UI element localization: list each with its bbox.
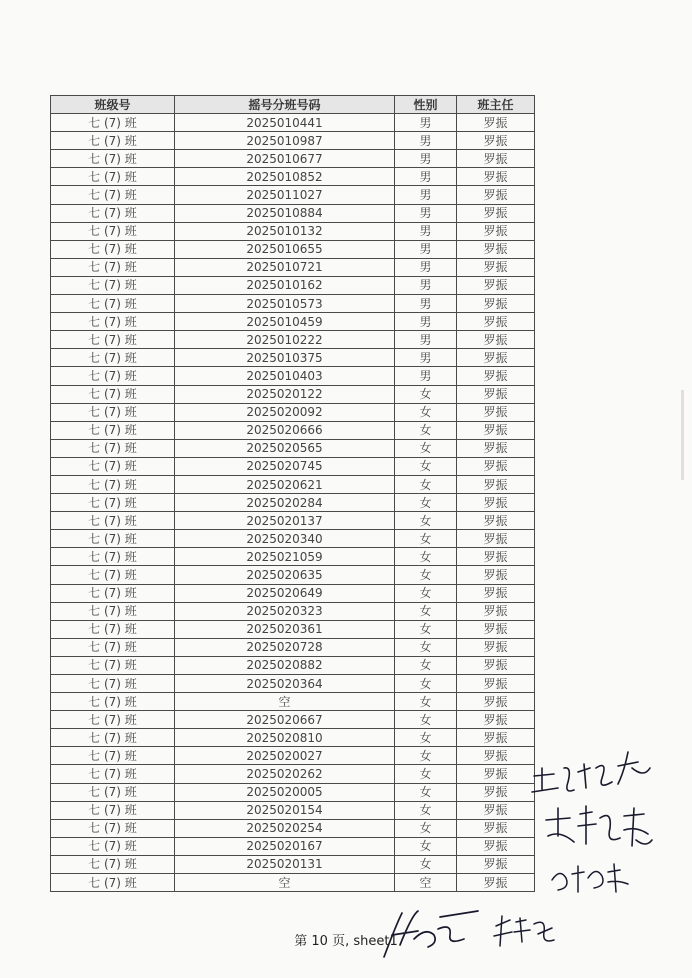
cell-class-number: 七 (7) 班 [51, 331, 175, 349]
cell-gender: 女 [395, 837, 457, 855]
cell-class-number: 七 (7) 班 [51, 620, 175, 638]
table-row [51, 258, 535, 276]
cell-head-teacher: 罗振 [457, 584, 535, 602]
cell-lottery-number: 2025020137 [175, 512, 395, 530]
cell-lottery-number: 2025021059 [175, 548, 395, 566]
cell-head-teacher: 罗振 [457, 494, 535, 512]
table-row [51, 638, 535, 656]
cell-head-teacher: 罗振 [457, 114, 535, 132]
cell-lottery-number: 空 [175, 874, 395, 892]
cell-class-number: 七 (7) 班 [51, 258, 175, 276]
cell-class-number: 七 (7) 班 [51, 530, 175, 548]
cell-head-teacher: 罗振 [457, 222, 535, 240]
cell-lottery-number: 2025020154 [175, 801, 395, 819]
cell-class-number: 七 (7) 班 [51, 638, 175, 656]
cell-class-number: 七 (7) 班 [51, 729, 175, 747]
cell-class-number: 七 (7) 班 [51, 584, 175, 602]
cell-gender: 女 [395, 783, 457, 801]
cell-head-teacher: 罗振 [457, 240, 535, 258]
table-row [51, 874, 535, 892]
cell-lottery-number: 2025020284 [175, 494, 395, 512]
cell-head-teacher: 罗振 [457, 313, 535, 331]
cell-lottery-number: 2025010222 [175, 331, 395, 349]
cell-lottery-number: 2025020340 [175, 530, 395, 548]
cell-gender: 男 [395, 132, 457, 150]
cell-class-number: 七 (7) 班 [51, 711, 175, 729]
cell-lottery-number: 2025020882 [175, 656, 395, 674]
cell-class-number: 七 (7) 班 [51, 114, 175, 132]
cell-lottery-number: 2025010441 [175, 114, 395, 132]
cell-lottery-number: 2025020635 [175, 566, 395, 584]
signature-4 [378, 905, 488, 965]
cell-class-number: 七 (7) 班 [51, 819, 175, 837]
cell-lottery-number: 2025020649 [175, 584, 395, 602]
cell-lottery-number: 2025020027 [175, 747, 395, 765]
cell-gender: 女 [395, 747, 457, 765]
cell-gender: 男 [395, 114, 457, 132]
cell-gender: 男 [395, 204, 457, 222]
cell-class-number: 七 (7) 班 [51, 439, 175, 457]
table-row [51, 367, 535, 385]
cell-gender: 女 [395, 656, 457, 674]
cell-gender: 女 [395, 855, 457, 873]
cell-gender: 女 [395, 457, 457, 475]
cell-class-number: 七 (7) 班 [51, 457, 175, 475]
cell-lottery-number: 2025020745 [175, 457, 395, 475]
cell-gender: 女 [395, 385, 457, 403]
table-row [51, 204, 535, 222]
cell-class-number: 七 (7) 班 [51, 367, 175, 385]
cell-class-number: 七 (7) 班 [51, 295, 175, 313]
cell-class-number: 七 (7) 班 [51, 240, 175, 258]
cell-gender: 男 [395, 240, 457, 258]
cell-class-number: 七 (7) 班 [51, 693, 175, 711]
table-row [51, 512, 535, 530]
cell-gender: 女 [395, 801, 457, 819]
scan-edge-mark [681, 390, 684, 480]
table-row [51, 457, 535, 475]
cell-lottery-number: 2025020005 [175, 783, 395, 801]
cell-lottery-number: 2025010573 [175, 295, 395, 313]
cell-gender: 男 [395, 150, 457, 168]
table-row [51, 584, 535, 602]
cell-lottery-number: 2025010721 [175, 258, 395, 276]
cell-head-teacher: 罗振 [457, 421, 535, 439]
table-row [51, 711, 535, 729]
table-row [51, 150, 535, 168]
table-row [51, 240, 535, 258]
cell-lottery-number: 2025020092 [175, 403, 395, 421]
table-row [51, 656, 535, 674]
table-row [51, 295, 535, 313]
cell-lottery-number: 2025020666 [175, 421, 395, 439]
signature-5 [492, 912, 562, 952]
signature-1 [528, 738, 668, 798]
table-row [51, 620, 535, 638]
table-row [51, 729, 535, 747]
cell-lottery-number: 2025010987 [175, 132, 395, 150]
cell-lottery-number: 2025020565 [175, 439, 395, 457]
table-row [51, 168, 535, 186]
cell-head-teacher: 罗振 [457, 530, 535, 548]
cell-gender: 女 [395, 494, 457, 512]
cell-gender: 女 [395, 421, 457, 439]
cell-lottery-number: 2025010375 [175, 349, 395, 367]
table-row [51, 675, 535, 693]
cell-gender: 女 [395, 765, 457, 783]
cell-head-teacher: 罗振 [457, 367, 535, 385]
cell-head-teacher: 罗振 [457, 675, 535, 693]
cell-class-number: 七 (7) 班 [51, 421, 175, 439]
cell-head-teacher: 罗振 [457, 729, 535, 747]
cell-head-teacher: 罗振 [457, 439, 535, 457]
table-row [51, 765, 535, 783]
cell-head-teacher: 罗振 [457, 874, 535, 892]
cell-gender: 男 [395, 186, 457, 204]
cell-class-number: 七 (7) 班 [51, 675, 175, 693]
signature-3 [548, 858, 638, 898]
cell-gender: 男 [395, 367, 457, 385]
table-row [51, 421, 535, 439]
cell-head-teacher: 罗振 [457, 602, 535, 620]
cell-head-teacher: 罗振 [457, 186, 535, 204]
cell-gender: 女 [395, 439, 457, 457]
cell-gender: 男 [395, 276, 457, 294]
cell-head-teacher: 罗振 [457, 331, 535, 349]
header-class-number: 班级号 [51, 96, 175, 114]
cell-head-teacher: 罗振 [457, 783, 535, 801]
page-footer [0, 930, 692, 949]
signature-2 [540, 800, 660, 860]
cell-class-number: 七 (7) 班 [51, 602, 175, 620]
table-row [51, 475, 535, 493]
cell-lottery-number: 2025020621 [175, 475, 395, 493]
cell-lottery-number: 2025010677 [175, 150, 395, 168]
cell-lottery-number: 2025020728 [175, 638, 395, 656]
cell-gender: 女 [395, 729, 457, 747]
cell-lottery-number: 2025020810 [175, 729, 395, 747]
cell-head-teacher: 罗振 [457, 150, 535, 168]
class-roster-table [50, 95, 535, 892]
page-number-label: 第 10 页, sheet1 [294, 934, 398, 949]
cell-head-teacher: 罗振 [457, 349, 535, 367]
cell-gender: 女 [395, 584, 457, 602]
cell-lottery-number: 2025010162 [175, 276, 395, 294]
cell-class-number: 七 (7) 班 [51, 494, 175, 512]
cell-class-number: 七 (7) 班 [51, 276, 175, 294]
table-row [51, 548, 535, 566]
cell-class-number: 七 (7) 班 [51, 186, 175, 204]
table-row [51, 566, 535, 584]
header-head-teacher: 班主任 [457, 96, 535, 114]
cell-gender: 女 [395, 620, 457, 638]
cell-class-number: 七 (7) 班 [51, 222, 175, 240]
cell-class-number: 七 (7) 班 [51, 512, 175, 530]
roster-table-container [50, 95, 534, 892]
cell-head-teacher: 罗振 [457, 457, 535, 475]
table-header-row [51, 96, 535, 114]
cell-lottery-number: 2025010655 [175, 240, 395, 258]
cell-lottery-number: 2025020323 [175, 602, 395, 620]
cell-lottery-number: 2025010403 [175, 367, 395, 385]
cell-head-teacher: 罗振 [457, 385, 535, 403]
cell-lottery-number: 2025010884 [175, 204, 395, 222]
cell-gender: 女 [395, 819, 457, 837]
table-row [51, 186, 535, 204]
cell-head-teacher: 罗振 [457, 819, 535, 837]
cell-gender: 男 [395, 313, 457, 331]
cell-class-number: 七 (7) 班 [51, 168, 175, 186]
table-row [51, 222, 535, 240]
cell-lottery-number: 2025010132 [175, 222, 395, 240]
cell-head-teacher: 罗振 [457, 168, 535, 186]
cell-gender: 女 [395, 403, 457, 421]
table-row [51, 602, 535, 620]
cell-gender: 女 [395, 693, 457, 711]
table-row [51, 837, 535, 855]
cell-lottery-number: 2025020262 [175, 765, 395, 783]
table-body [51, 114, 535, 892]
cell-head-teacher: 罗振 [457, 855, 535, 873]
cell-head-teacher: 罗振 [457, 204, 535, 222]
header-lottery-number: 摇号分班号码 [175, 96, 395, 114]
cell-head-teacher: 罗振 [457, 295, 535, 313]
cell-gender: 空 [395, 874, 457, 892]
cell-head-teacher: 罗振 [457, 747, 535, 765]
cell-head-teacher: 罗振 [457, 620, 535, 638]
cell-lottery-number: 2025020364 [175, 675, 395, 693]
cell-gender: 男 [395, 222, 457, 240]
table-row [51, 403, 535, 421]
cell-lottery-number: 2025010459 [175, 313, 395, 331]
cell-head-teacher: 罗振 [457, 693, 535, 711]
cell-class-number: 七 (7) 班 [51, 204, 175, 222]
cell-class-number: 七 (7) 班 [51, 837, 175, 855]
table-row [51, 783, 535, 801]
cell-gender: 男 [395, 168, 457, 186]
cell-lottery-number: 2025020131 [175, 855, 395, 873]
cell-head-teacher: 罗振 [457, 801, 535, 819]
cell-head-teacher: 罗振 [457, 765, 535, 783]
table-row [51, 132, 535, 150]
cell-class-number: 七 (7) 班 [51, 874, 175, 892]
cell-class-number: 七 (7) 班 [51, 783, 175, 801]
cell-lottery-number: 空 [175, 693, 395, 711]
cell-class-number: 七 (7) 班 [51, 475, 175, 493]
cell-gender: 男 [395, 295, 457, 313]
cell-gender: 女 [395, 602, 457, 620]
cell-gender: 女 [395, 566, 457, 584]
table-row [51, 693, 535, 711]
table-row [51, 385, 535, 403]
cell-gender: 女 [395, 512, 457, 530]
cell-lottery-number: 2025011027 [175, 186, 395, 204]
cell-head-teacher: 罗振 [457, 566, 535, 584]
cell-gender: 女 [395, 638, 457, 656]
cell-class-number: 七 (7) 班 [51, 548, 175, 566]
cell-class-number: 七 (7) 班 [51, 349, 175, 367]
cell-lottery-number: 2025020667 [175, 711, 395, 729]
cell-lottery-number: 2025020254 [175, 819, 395, 837]
cell-class-number: 七 (7) 班 [51, 385, 175, 403]
header-gender: 性别 [395, 96, 457, 114]
cell-head-teacher: 罗振 [457, 638, 535, 656]
cell-gender: 女 [395, 548, 457, 566]
cell-head-teacher: 罗振 [457, 837, 535, 855]
cell-class-number: 七 (7) 班 [51, 132, 175, 150]
cell-lottery-number: 2025020167 [175, 837, 395, 855]
cell-head-teacher: 罗振 [457, 403, 535, 421]
table-row [51, 276, 535, 294]
cell-gender: 女 [395, 711, 457, 729]
cell-class-number: 七 (7) 班 [51, 656, 175, 674]
cell-head-teacher: 罗振 [457, 258, 535, 276]
cell-gender: 男 [395, 349, 457, 367]
cell-lottery-number: 2025010852 [175, 168, 395, 186]
table-row [51, 114, 535, 132]
table-row [51, 494, 535, 512]
cell-gender: 男 [395, 258, 457, 276]
table-row [51, 313, 535, 331]
table-row [51, 801, 535, 819]
table-row [51, 439, 535, 457]
table-row [51, 349, 535, 367]
cell-head-teacher: 罗振 [457, 132, 535, 150]
table-row [51, 747, 535, 765]
cell-class-number: 七 (7) 班 [51, 313, 175, 331]
cell-head-teacher: 罗振 [457, 548, 535, 566]
cell-gender: 男 [395, 331, 457, 349]
cell-class-number: 七 (7) 班 [51, 855, 175, 873]
cell-class-number: 七 (7) 班 [51, 765, 175, 783]
cell-gender: 女 [395, 530, 457, 548]
table-row [51, 530, 535, 548]
cell-lottery-number: 2025020361 [175, 620, 395, 638]
cell-gender: 女 [395, 475, 457, 493]
table-row [51, 331, 535, 349]
cell-head-teacher: 罗振 [457, 475, 535, 493]
cell-head-teacher: 罗振 [457, 711, 535, 729]
cell-head-teacher: 罗振 [457, 276, 535, 294]
cell-head-teacher: 罗振 [457, 512, 535, 530]
cell-lottery-number: 2025020122 [175, 385, 395, 403]
cell-class-number: 七 (7) 班 [51, 150, 175, 168]
cell-head-teacher: 罗振 [457, 656, 535, 674]
cell-class-number: 七 (7) 班 [51, 747, 175, 765]
cell-class-number: 七 (7) 班 [51, 403, 175, 421]
cell-gender: 女 [395, 675, 457, 693]
table-row [51, 855, 535, 873]
table-row [51, 819, 535, 837]
cell-class-number: 七 (7) 班 [51, 801, 175, 819]
cell-class-number: 七 (7) 班 [51, 566, 175, 584]
